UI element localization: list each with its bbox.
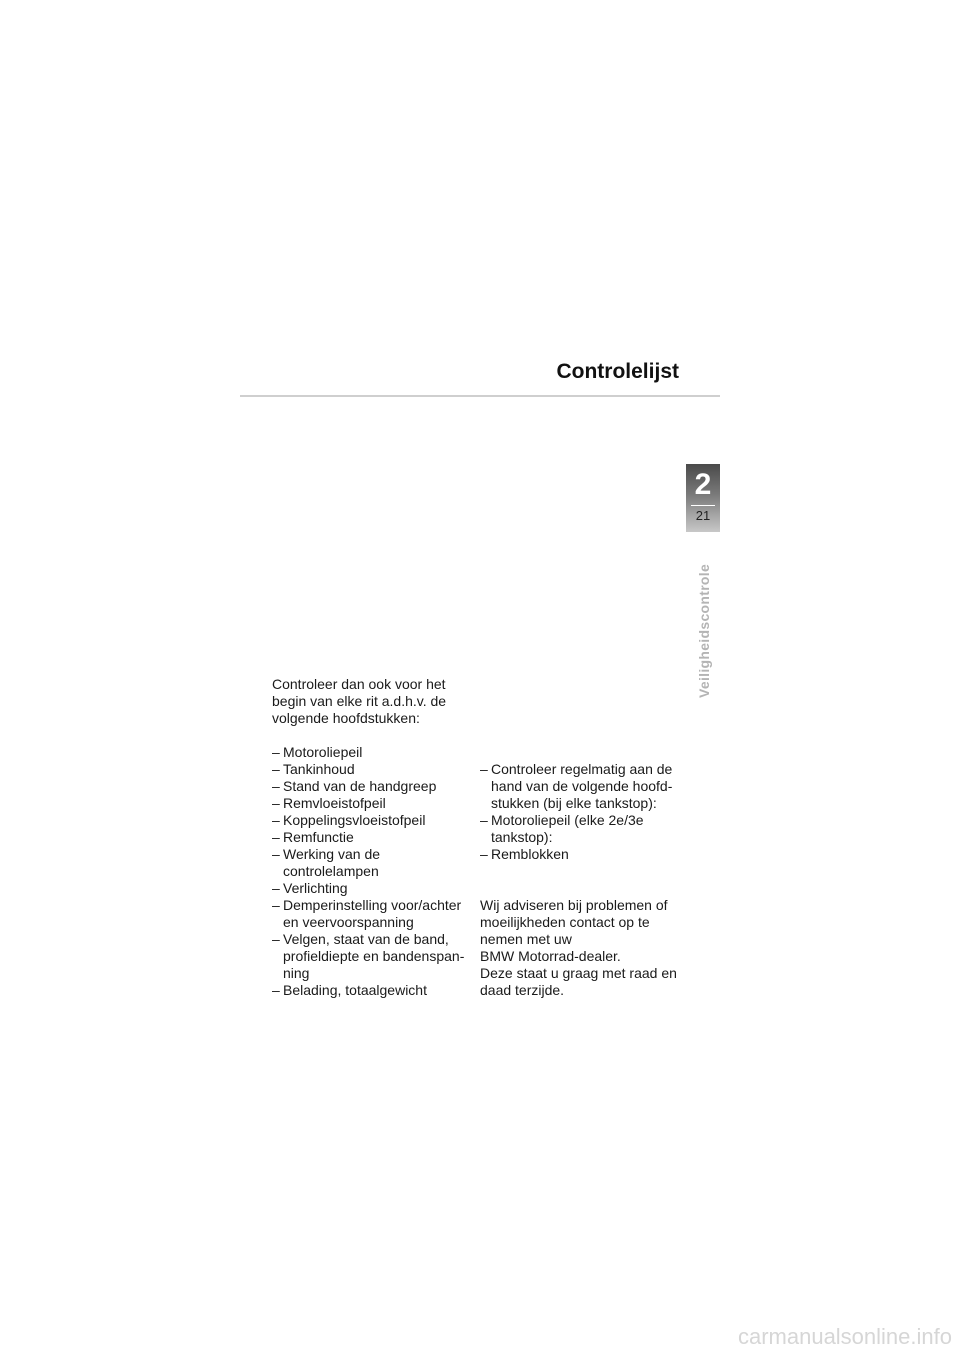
intro-paragraph [272,676,472,727]
intro-line: volgende hoofdstukken: [272,710,420,726]
chapter-divider [691,505,715,506]
advice-line: Wij adviseren bij problemen of [480,897,668,913]
list-item: – Demperinstelling voor/achter en veervoorspanning [272,897,477,931]
list-item: – Verlichting [272,880,477,897]
section-side-label [696,548,716,698]
advice-line: daad terzijde. [480,982,565,998]
page-number: 21 [695,508,711,523]
advice-line: BMW Motorrad-dealer. [480,948,621,964]
list-item: – Velgen, staat van de band, profieldiepte en bandenspan-ning [272,931,477,982]
advice-line: Deze staat u graag met raad en [480,965,677,981]
advice-paragraph [480,897,695,999]
section-label-text: Veiligheidscontrole [696,563,712,698]
watermark: carmanualsonline.info [737,1324,952,1349]
chapter-tab [686,464,720,532]
list-item: – Controleer regelmatig aan de hand van de volgende hoofd-stukken (bij elke tankstop): [480,761,695,812]
intro-line: begin van elke rit a.d.h.v. de [272,693,447,709]
advice-line: moeilijkheden contact op te [480,914,650,930]
list-item: – Stand van de handgreep [272,778,477,795]
chapter-number: 2 [694,468,712,501]
list-item: – Werking van de controlelampen [272,846,477,880]
list-item: – Motoroliepeil (elke 2e/3e tankstop): [480,812,695,846]
list-item: – Remblokken [480,846,695,863]
checklist-right [480,761,695,863]
list-item: – Remfunctie [272,829,477,846]
list-item: – Tankinhoud [272,761,477,778]
advice-line: nemen met uw [480,931,572,947]
list-item: – Belading, totaalgewicht [272,982,477,999]
list-item: – Remvloeistofpeil [272,795,477,812]
intro-line: Controleer dan ook voor het [272,676,446,692]
list-item: – Koppelingsvloeistofpeil [272,812,477,829]
header-rule [240,395,720,397]
checklist-left [272,744,477,999]
list-item: – Motoroliepeil [272,744,477,761]
page-title: Controlelijst [556,360,679,383]
